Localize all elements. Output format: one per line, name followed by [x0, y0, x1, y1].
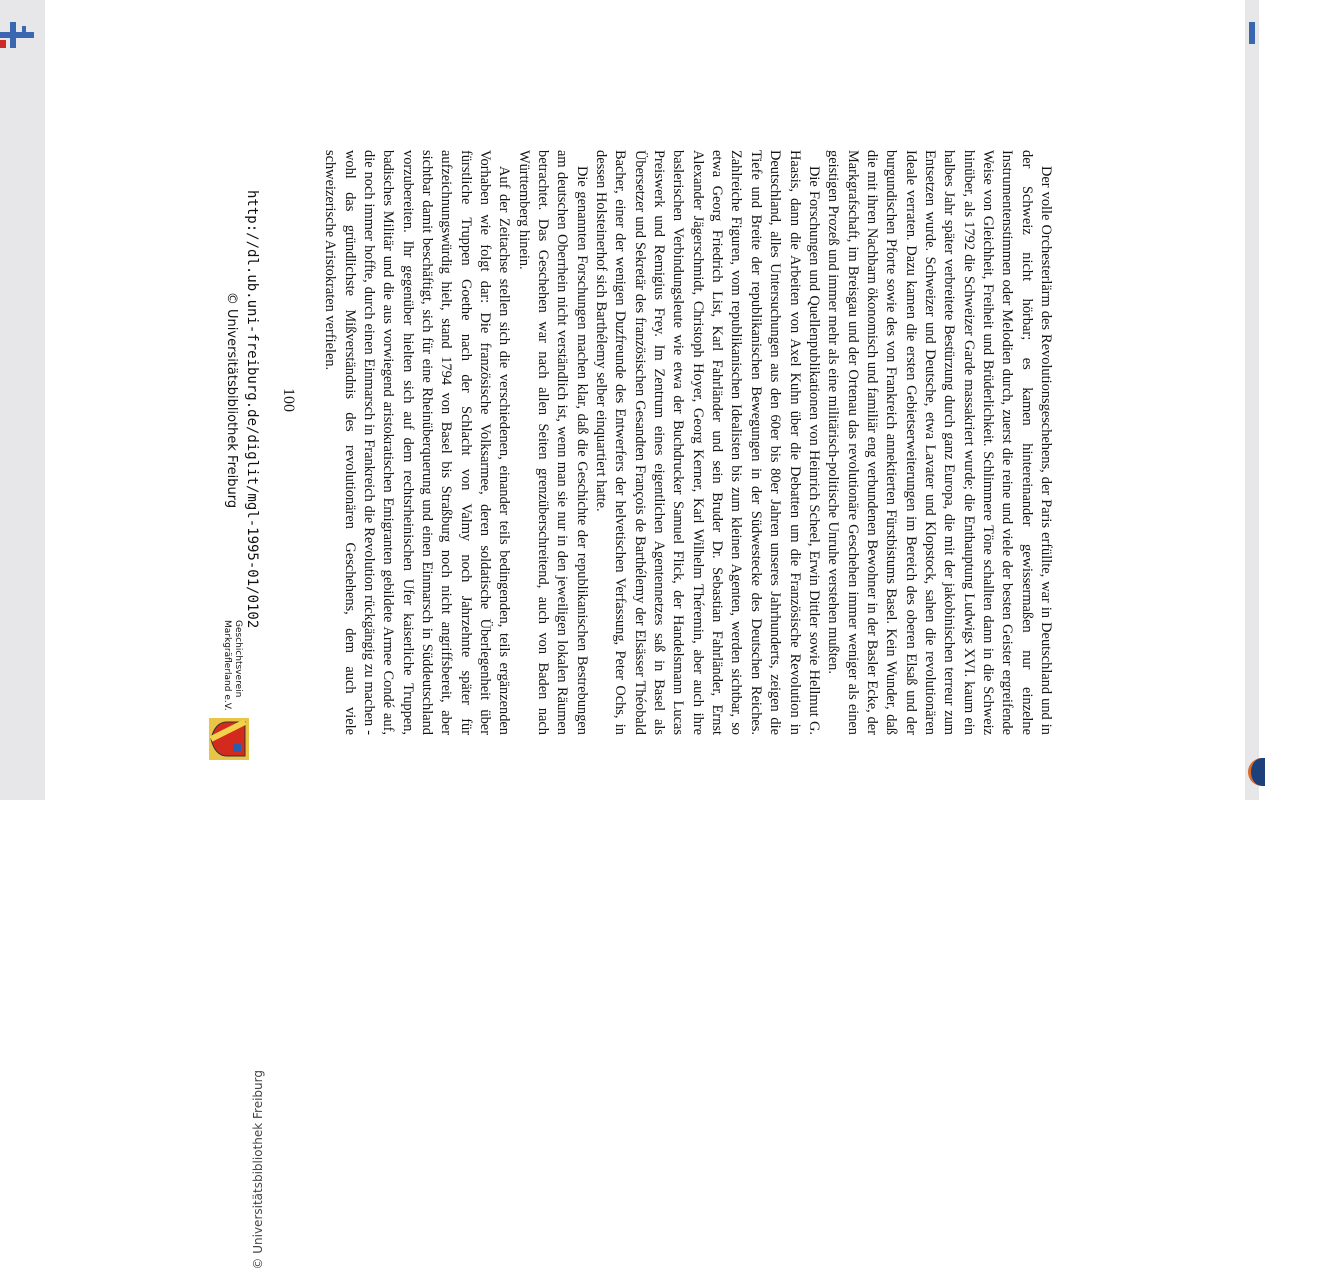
society-name-line2: Markgräflerland e.V.: [222, 620, 232, 711]
left-viewer-margin: [0, 0, 45, 800]
page-number: 100: [280, 388, 297, 412]
page-corner-icon: [1245, 22, 1257, 44]
copyright-notice: © Universitätsbibliothek Freiburg: [224, 291, 239, 509]
paragraph: Auf der Zeitachse stellen sich die verschiedenen, einander teils bedingenden, teils ergänzenden Vorhaben wie folgt dar: Die französische Volksarmee, deren soldatische Überlegenheit über fürstliche Truppen Goethe nach der Schlacht von Valmy noch Jahrzehnte später für aufzeichnungswürdig hielt, stand 1794 von Basel bis Straßburg noch nicht angriffsbereit, aber sichtbar damit beschäftigt, sich für eine Rheinüberquerung und einen Einmarsch in Süddeutschland vorzubereiten. Ihr gegenüber hielten sich auf dem rechtsrheinischen Ufer kaiserliche Truppen, badisches Militär und die aus vorwiegend aristokratischen Emigranten gebildete Armee Condé auf, die noch immer hoffte, durch einen Einmarsch in Frankreich die Revolution rückgängig zu machen - wohl das gründlichste Mißverständnis des revolutionären Geschehens, dem auch viele schweizerische Aristokraten verfielen.: [322, 150, 513, 735]
coat-of-arms-icon: [209, 718, 249, 760]
right-viewer-margin: [1245, 0, 1259, 800]
paragraph: Die genannten Forschungen machen klar, daß die Geschichte der republikanischen Bestrebungen am deutschen Oberrhein nicht verständlich ist, wenn man sie nur in den jeweiligen lokalen Räumen betrachtet. Das Geschehen war nach allen Seiten grenzüberschreitend, auch von Baden nach Württemberg hinein.: [515, 150, 590, 735]
society-name: [222, 620, 243, 711]
scanned-page: [75, 0, 1225, 1270]
source-url[interactable]: http://dl.ub.uni-freiburg.de/diglit/mgl-1995-01/0102: [244, 190, 260, 629]
page-text-body: [320, 150, 1055, 735]
society-name-line1: Geschichtsverein: [233, 620, 243, 698]
top-edge-watermark: © Universitätsbibliothek Freiburg: [251, 1070, 265, 1270]
paragraph: Die Forschungen und Quellenpublikationen von Heinrich Scheel, Erwin Dittler sowie Hellmut G. Haasis, dann die Arbeiten von Axel Kuhn über die Debatten um die Französische Revolution in Deutschland, alles Untersuchungen aus den 60er bis 80er Jahren unseres Jahrhunderts, zeigen die Tiefe und Breite der republikanischen Bewegungen in der Südwestecke des Deutschen Reiches. Zahlreiche Figuren, vom republikanischen Idealisten bis zum kleinen Agenten, werden sichtbar, so etwa Georg Friedrich List, Karl Fahrländer und sein Bruder Dr. Sebastian Fahrländer, Ernst Alexander Jägerschmidt, Christoph Hoyer, Georg Kerner, Karl Wilhelm Théremin, aber auch ihre baslerischen Verbindungsleute wie etwa der Buchdrucker Samuel Flick, der Handelsmann Lucas Preiswerk und Remigius Frey. Im Zentrum eines eigentlichen Agentennetzes saß in Basel als Übersetzer und Sekretär des französischen Gesandten François de Barthélemy der Elsässer Théobald Bacher, einer der wenigen Duzfreunde des Entwerfers der helvetischen Verfassung, Peter Ochs, in dessen Holsteinerhof sich Barthélemy selber einquartiert hatte.: [593, 150, 822, 735]
paragraph: Der volle Orchesterlärm des Revolutionsgeschehens, der Paris erfüllte, war in Deutschland und in der Schweiz nicht hörbar; es kamen hintereinander gewissermaßen nur einzelne Instrumentenstimmen oder Melodien durch, zuerst die reine und viele der besten Geister ergreifende Weise von Gleichheit, Freiheit und Brüderlichkeit. Schlimmere Töne schallten dann in die Schweiz hinüber, als 1792 die Schweizer Garde massakriert wurde; die Enthauptung Ludwigs XVI. kaum ein halbes Jahr später verbreitete Bestürzung durch ganz Europa, die mit der jakobinischen terreur zum Entsetzen wurde. Schweizer und Deutsche, etwa Lavater und Klopstock, sahen die revolutionären Ideale verraten. Dazu kamen die ersten Gebietserweiterungen im Bereich des oberen Elsaß und der burgundischen Pforte sowie des von Frankreich annektierten Fürstbistums Basel. Kein Wunder, daß die mit ihren Nachbarn ökonomisch und familiär eng verbundenen Bewohner in der Basler Ecke, der Markgrafschaft, im Breisgau und der Ortenau das revolutionäre Geschehen immer weniger als einen geistigen Prozeß und immer mehr als eine militärisch-politische Unruhe verstehen mußten.: [825, 150, 1054, 735]
library-logo-icon: [0, 22, 38, 48]
